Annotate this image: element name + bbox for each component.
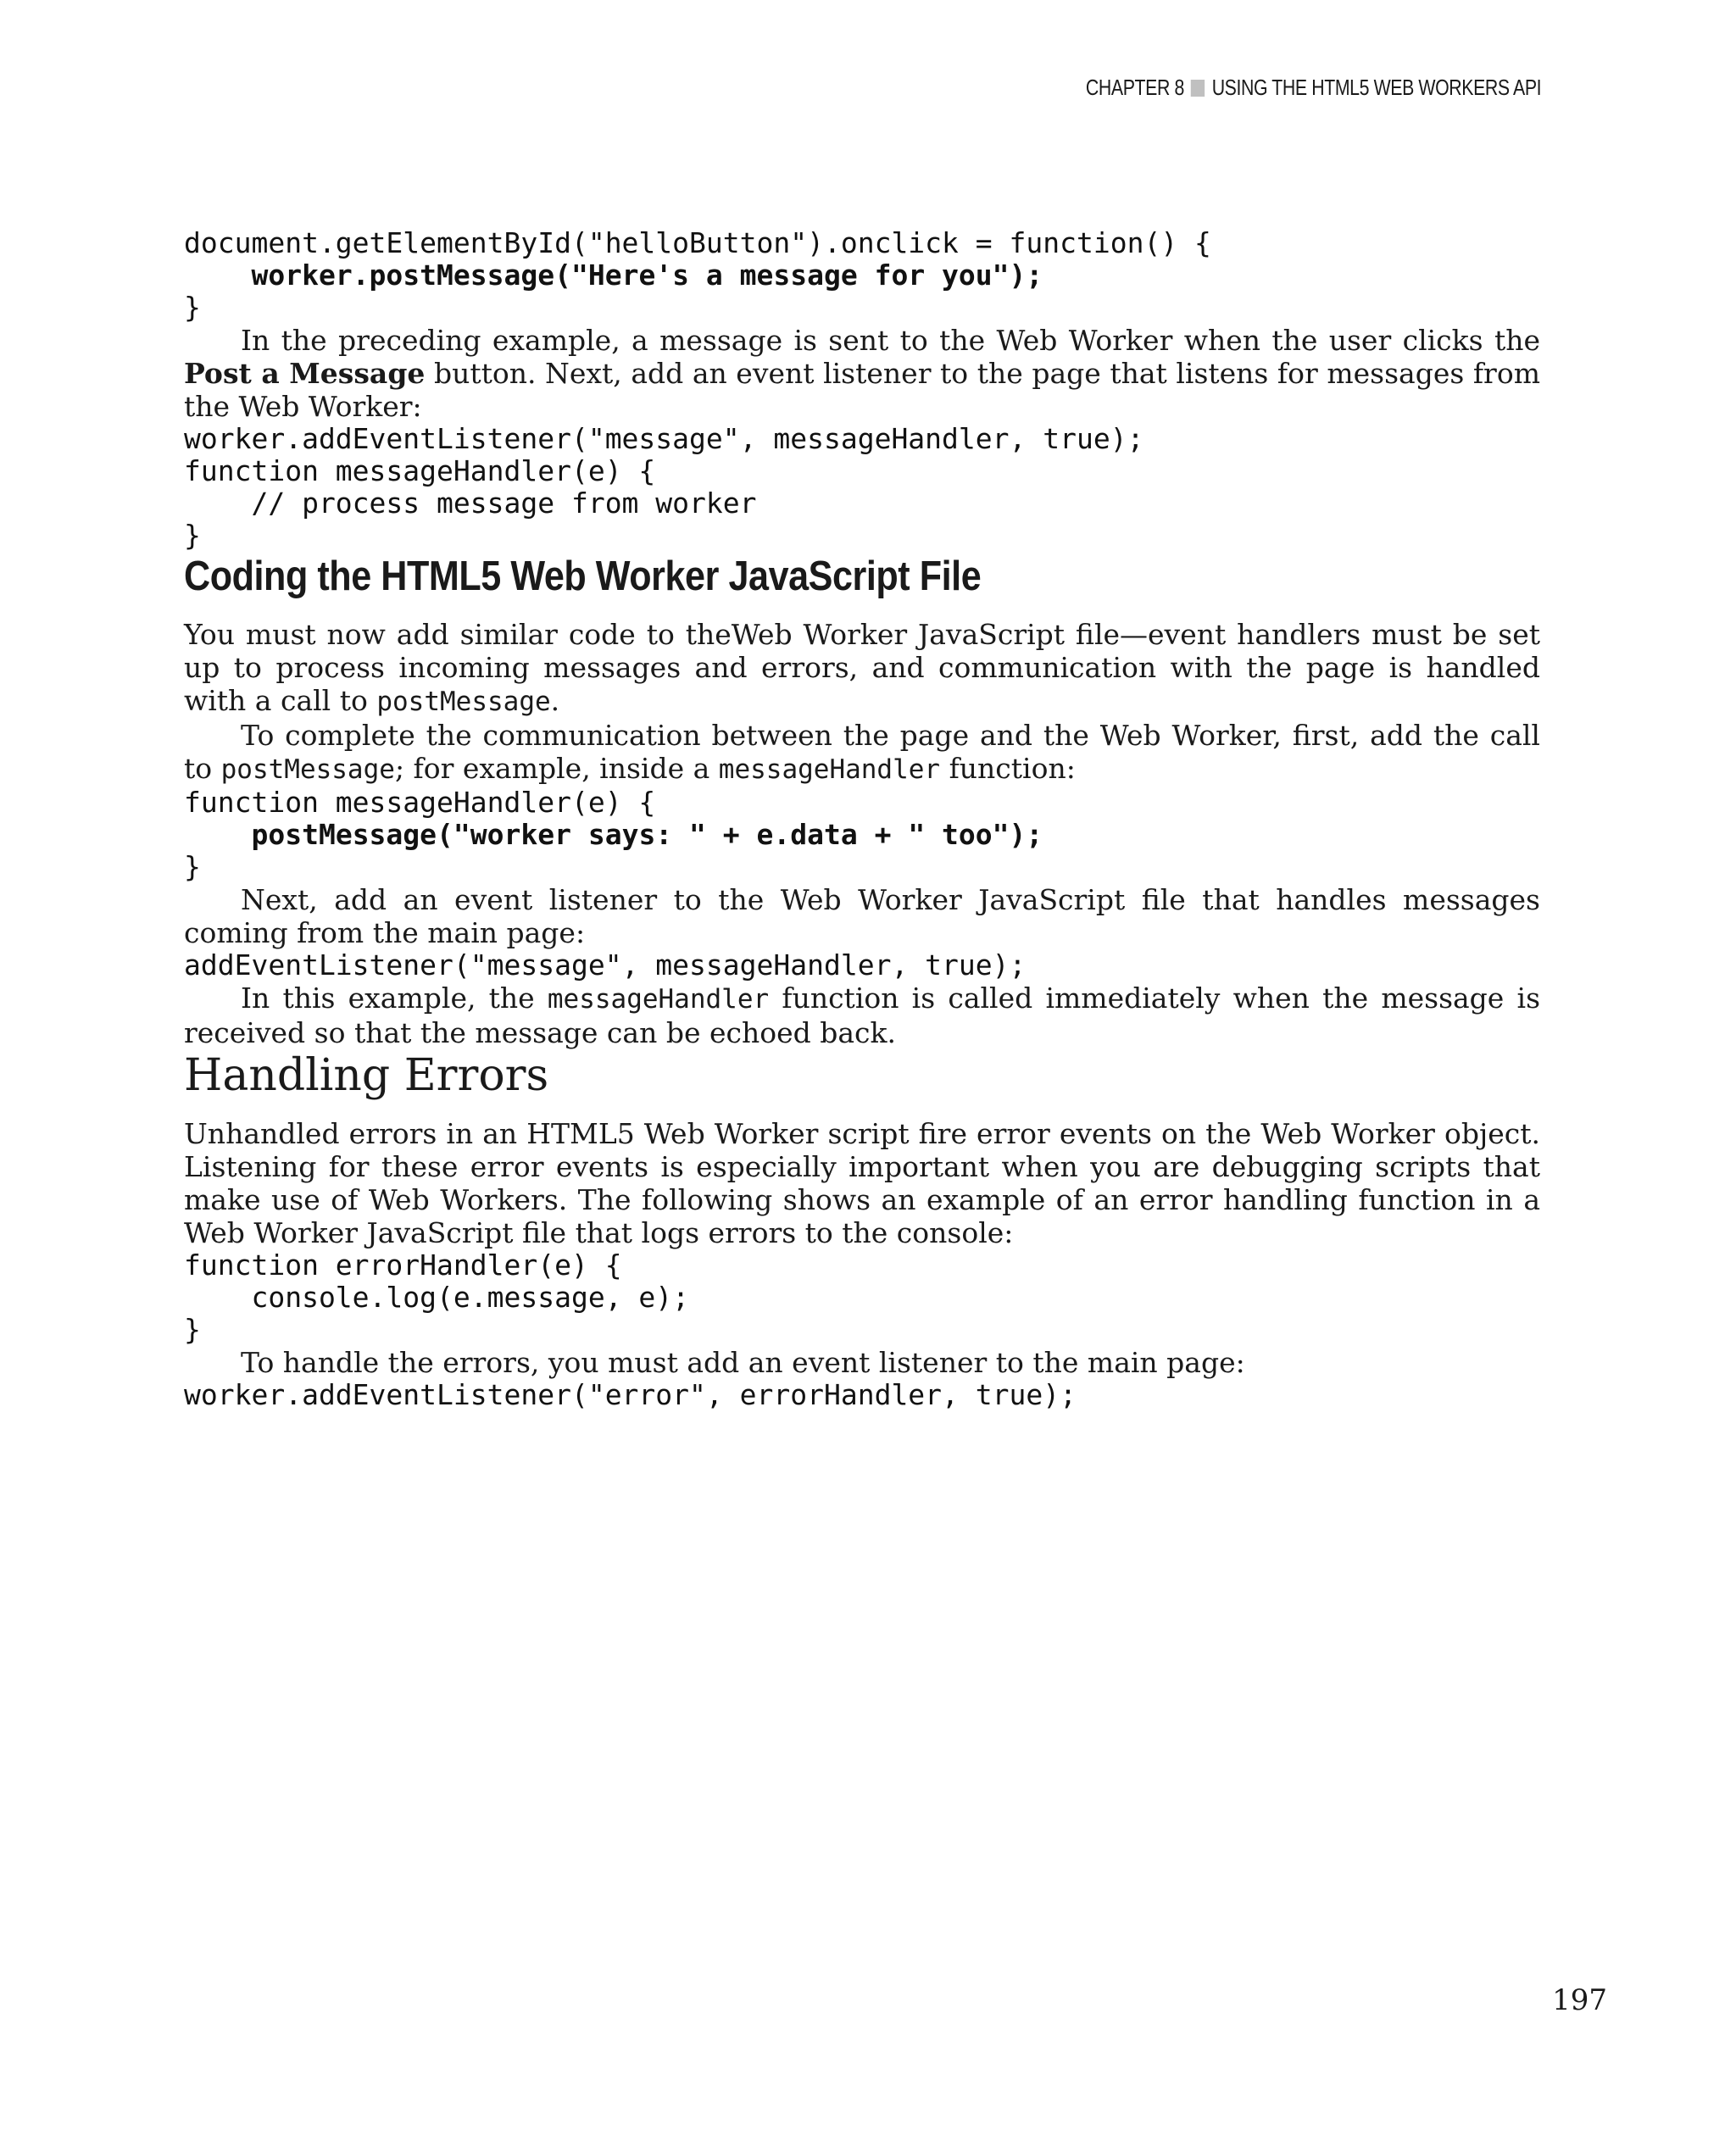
paragraph-similar-code bbox=[184, 618, 1540, 719]
inline-code: postMessage bbox=[376, 687, 551, 717]
paragraph-text: To handle the errors, you must add an event listener to the main page: bbox=[241, 1346, 1245, 1379]
paragraph-complete-communication bbox=[184, 719, 1540, 787]
code-line: // process message from worker bbox=[184, 487, 757, 520]
code-block-error-handler bbox=[184, 1249, 1540, 1346]
paragraph-text: . bbox=[550, 684, 560, 717]
code-line: addEventListener("message", messageHandler, true); bbox=[184, 948, 1027, 982]
inline-code: postMessage bbox=[220, 754, 395, 785]
ui-label-post-a-message: Post a Message bbox=[184, 357, 426, 390]
page-content bbox=[184, 227, 1540, 1411]
chapter-title: USING THE HTML5 WEB WORKERS API bbox=[1211, 75, 1541, 100]
code-indent bbox=[184, 259, 251, 292]
code-block-message-handler-page bbox=[184, 455, 1540, 552]
code-block-hello-onclick bbox=[184, 227, 1540, 324]
inline-code: messageHandler bbox=[718, 754, 941, 785]
paragraph-text: Next, add an event listener to the Web Worker JavaScript file that handles messages coming from the main page: bbox=[184, 883, 1540, 949]
code-line: function errorHandler(e) { bbox=[184, 1248, 622, 1282]
paragraph-next-add-listener bbox=[184, 883, 1540, 949]
chapter-label: CHAPTER 8 bbox=[1085, 75, 1184, 100]
page-number: 197 bbox=[1552, 1983, 1607, 2017]
code-line: } bbox=[184, 291, 201, 324]
header-separator-square-icon bbox=[1191, 80, 1205, 97]
paragraph-preceding-example bbox=[184, 324, 1540, 423]
running-header bbox=[1086, 75, 1541, 101]
code-line: } bbox=[184, 850, 201, 883]
code-line: document.getElementById("helloButton").onclick = function() { bbox=[184, 226, 1211, 259]
paragraph-unhandled-errors bbox=[184, 1117, 1540, 1249]
inline-code: messageHandler bbox=[547, 984, 770, 1015]
code-line: } bbox=[184, 1313, 201, 1346]
section-heading-handling-errors: Handling Errors bbox=[184, 1050, 549, 1101]
paragraph-text: In the preceding example, a message is sent to the Web Worker when the user clicks the bbox=[241, 324, 1540, 357]
paragraph-text: In this example, the bbox=[241, 982, 548, 1015]
paragraph-text: To complete the communication between the page and the Web Worker, first, add the call to bbox=[184, 719, 1540, 785]
paragraph-handle-errors bbox=[184, 1346, 1540, 1379]
code-line-highlight: postMessage("worker says: " + e.data + " too"); bbox=[251, 818, 1043, 851]
paragraph-text: function is called immediately when the message is received so that the message can be echoed back. bbox=[184, 982, 1541, 1049]
code-block-add-error-listener bbox=[184, 1379, 1540, 1411]
paragraph-text: ; for example, inside a bbox=[394, 752, 719, 785]
code-block-add-listener-page bbox=[184, 423, 1540, 455]
code-line: worker.addEventListener("error", errorHandler, true); bbox=[184, 1378, 1077, 1411]
code-line: function messageHandler(e) { bbox=[184, 454, 656, 487]
code-indent bbox=[184, 818, 251, 851]
code-block-add-listener-worker bbox=[184, 949, 1540, 982]
section-heading-coding-worker-file: Coding the HTML5 Web Worker JavaScript File bbox=[184, 553, 982, 599]
paragraph-echo-back bbox=[184, 982, 1540, 1049]
code-block-message-handler-worker bbox=[184, 787, 1540, 883]
code-line: function messageHandler(e) { bbox=[184, 786, 656, 819]
code-line: } bbox=[184, 519, 201, 552]
code-line-highlight: worker.postMessage("Here's a message for you"); bbox=[251, 259, 1043, 292]
code-line: worker.addEventListener("message", messageHandler, true); bbox=[184, 422, 1144, 455]
paragraph-text: Unhandled errors in an HTML5 Web Worker script fire error events on the Web Worker object. Listening for these error events is especially important when you are debugging scripts that make use of Web Workers. The following shows an example of an error handling function in a Web Worker JavaScript file that logs errors to the console: bbox=[184, 1117, 1540, 1249]
paragraph-text: button. Next, add an event listener to the page that listens for messages from the Web Worker: bbox=[184, 357, 1540, 423]
paragraph-text: You must now add similar code to theWeb Worker JavaScript file—event handlers must be set up to process incoming messages and errors, and communication with the page is handled with a call to bbox=[184, 618, 1540, 717]
code-line: console.log(e.message, e); bbox=[184, 1281, 690, 1314]
paragraph-text: function: bbox=[940, 752, 1076, 785]
